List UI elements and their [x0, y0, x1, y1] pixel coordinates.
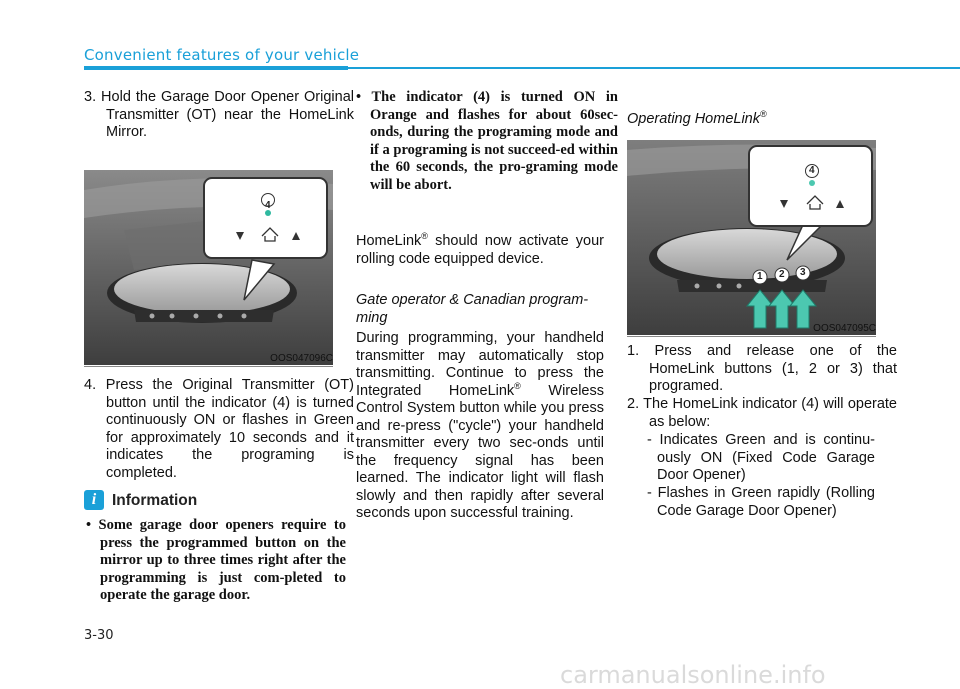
- button-2-label: 2: [779, 269, 785, 280]
- information-title: Information: [112, 492, 198, 509]
- button-1-label: 1: [757, 271, 763, 282]
- gate-operator-subheading: Gate operator & Canadian program-ming: [356, 292, 589, 326]
- button-3-label: 3: [800, 267, 806, 278]
- operating-step-2: 2. The HomeLink indicator (4) will operate as below:: [627, 396, 897, 430]
- step-4-text: 4. Press the Original Transmitter (OT) button until the indicator (4) is turned continuously ON or flashes in Green for approximately 10 seconds and it indicates the programing is completed.: [84, 377, 354, 481]
- info-icon: i: [84, 490, 104, 510]
- gate-operator-paragraph: During programming, your handheld transmitter may automatically stop transmitting. Continue to press the Integrated HomeLink® Wireless Control System button while you press and re-press ("cycle") your handheld transmitter every two sec-onds until the frequency signal has been learned. The indicator light will flash slowly and then rapidly after several seconds upon successful training.: [356, 330, 604, 521]
- bullet-mark: •: [356, 89, 372, 105]
- mirror-buttons-illustration: [627, 140, 876, 335]
- operating-homelink-heading: Operating HomeLink®: [627, 109, 767, 127]
- figure-1-callout-number: 4: [265, 200, 271, 211]
- indicator-mode-rolling: - Flashes in Green rapidly (Rolling Code Garage Door Opener): [647, 485, 875, 519]
- figure-2-code: OOS047095C: [813, 323, 876, 334]
- indicator-mode-fixed: - Indicates Green and is continu-ously ON (Fixed Code Garage Door Opener): [647, 432, 875, 483]
- figure-1-code: OOS047096C: [270, 353, 333, 364]
- indicator-bullet: • The indicator (4) is turned ON in Orange and flashes for about 60sec-onds, during the programing mode and if a programing is not succeed-ed within the 60 seconds, the pro-graming mode will be abort.: [356, 89, 618, 193]
- step-3-text: 3. Hold the Garage Door Opener Original Transmitter (OT) near the HomeLink Mirror.: [84, 89, 354, 140]
- mirror-illustration: [84, 170, 333, 365]
- figure-mirror-indicator: [84, 170, 333, 365]
- header-rule: [348, 67, 960, 69]
- figure-2-rule: [627, 336, 876, 337]
- operating-step-1: 1. Press and release one of the HomeLink buttons (1, 2 or 3) that programed.: [627, 343, 897, 394]
- figure-1-rule: [84, 366, 333, 367]
- figure-2-callout-number: 4: [809, 165, 815, 176]
- homelink-activate-text: HomeLink® should now activate your rolling code equipped device.: [356, 231, 604, 267]
- figure-mirror-buttons: [627, 140, 876, 335]
- information-bullet: • Some garage door openers require to press the programmed button on the mirror up to three times right after the programming is just com-pleted to operate the garage door.: [86, 517, 346, 603]
- bullet-mark: •: [86, 517, 99, 533]
- section-title: Convenient features of your vehicle: [84, 46, 360, 64]
- watermark: carmanualsonline.info: [560, 661, 826, 689]
- header-accent-bar: [84, 66, 348, 70]
- page-number: 3-30: [84, 628, 114, 643]
